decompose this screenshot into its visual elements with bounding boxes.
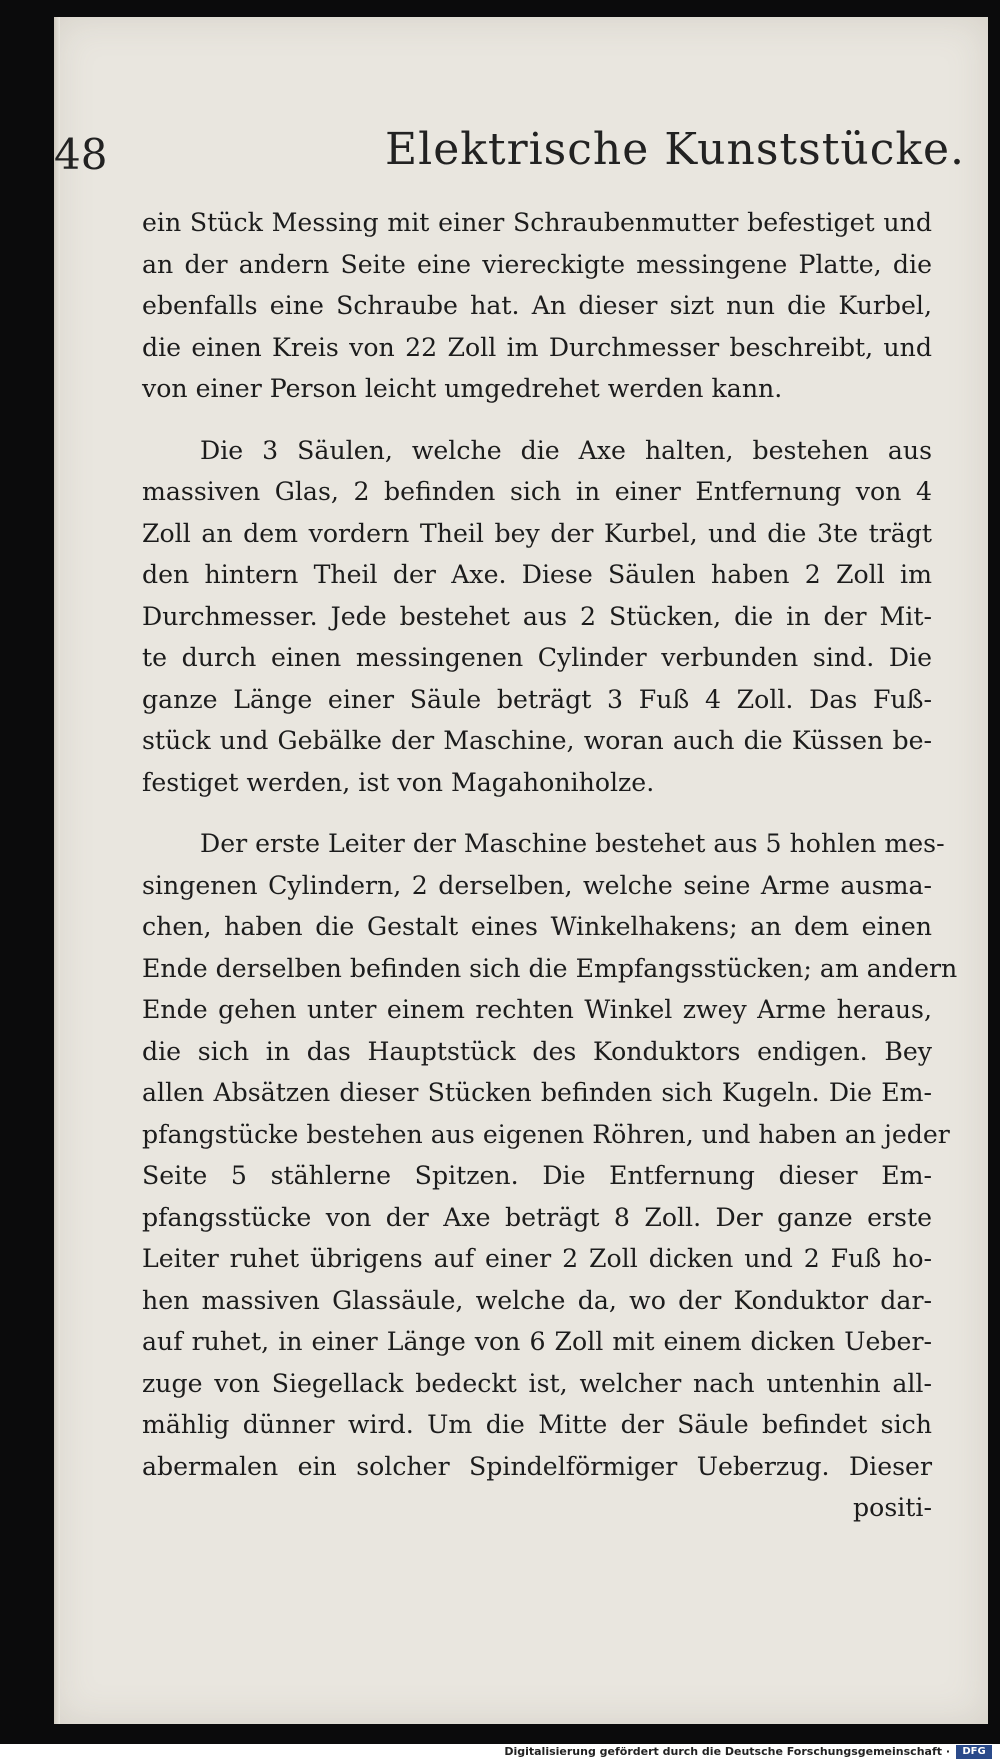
text-line: die einen Kreis von 22 Zoll im Durchmesser beschreibt, und	[142, 332, 932, 362]
text-line: festiget werden, ist von Magahoniholze.	[142, 767, 655, 797]
text-line: Durchmesser. Jede bestehet aus 2 Stücken, die in der Mit-	[142, 601, 932, 631]
catchword: positi-	[853, 1493, 932, 1522]
text-line: allen Absätzen dieser Stücken befinden sich Kugeln. Die Em-	[142, 1078, 932, 1107]
text-line: ganze Länge einer Säule beträgt 3 Fuß 4 Zoll. Das Fuß-	[142, 684, 932, 714]
text-line: massiven Glas, 2 befinden sich in einer Entfernung von 4	[142, 477, 932, 506]
digitization-footer	[0, 1744, 1000, 1761]
text-line: Leiter ruhet übrigens auf einer 2 Zoll dicken und 2 Fuß ho-	[142, 1244, 932, 1273]
dfg-logo: DFG	[956, 1745, 992, 1759]
text-line: Seite 5 stählerne Spitzen. Die Entfernung dieser Em-	[142, 1161, 932, 1190]
running-title: Elektrische Kunststücke.	[385, 124, 966, 175]
text-line: te durch einen messingenen Cylinder verbunden sind. Die	[142, 643, 932, 672]
text-line: auf ruhet, in einer Länge von 6 Zoll mit einem dicken Ueber-	[142, 1327, 932, 1356]
text-line: Ende gehen unter einem rechten Winkel zwey Arme heraus,	[142, 995, 932, 1024]
text-line: mählig dünner wird. Um die Mitte der Säule befindet sich	[142, 1410, 932, 1439]
text-line: Ende derselben befinden sich die Empfangsstücken; am andern	[142, 953, 958, 983]
footer-credit: Digitalisierung gefördert durch die Deutsche Forschungsgemeinschaft ·	[504, 1745, 950, 1758]
text-line: chen, haben die Gestalt eines Winkelhakens; an dem einen	[142, 912, 932, 941]
text-line: pfangstücke bestehen aus eigenen Röhren, und haben an jeder	[142, 1119, 950, 1149]
text-line: Die 3 Säulen, welche die Axe halten, bestehen aus	[200, 435, 932, 465]
page-number: 48	[54, 130, 108, 179]
text-line: Der erste Leiter der Maschine bestehet aus 5 hohlen mes-	[200, 829, 945, 858]
page-binding-edge	[54, 17, 60, 1724]
text-line: ein Stück Messing mit einer Schraubenmutter befestiget und	[142, 208, 932, 237]
text-line: abermalen ein solcher Spindelförmiger Ueberzug. Dieser	[142, 1451, 932, 1481]
text-line: den hintern Theil der Axe. Diese Säulen haben 2 Zoll im	[142, 560, 932, 589]
text-line: singenen Cylindern, 2 derselben, welche seine Arme ausma-	[142, 870, 932, 900]
paragraph-gap	[142, 803, 932, 823]
text-line: stück und Gebälke der Maschine, woran auch die Küssen be-	[142, 726, 932, 755]
text-line: an der andern Seite eine viereckigte messingene Platte, die	[142, 249, 932, 279]
body-text	[142, 202, 958, 1529]
text-line: zuge von Siegellack bedeckt ist, welcher nach untenhin all-	[142, 1368, 932, 1398]
text-line: pfangsstücke von der Axe beträgt 8 Zoll. Der ganze erste	[142, 1202, 932, 1232]
text-line: ebenfalls eine Schraube hat. An dieser sizt nun die Kurbel,	[142, 291, 932, 320]
text-line: Zoll an dem vordern Theil bey der Kurbel, und die 3te trägt	[142, 518, 932, 548]
text-line: die sich in das Hauptstück des Konduktors endigen. Bey	[142, 1036, 932, 1066]
text-line: von einer Person leicht umgedrehet werden kann.	[142, 374, 783, 403]
text-line: hen massiven Glassäule, welche da, wo der Konduktor dar-	[142, 1285, 932, 1315]
paragraph-gap	[142, 410, 932, 430]
